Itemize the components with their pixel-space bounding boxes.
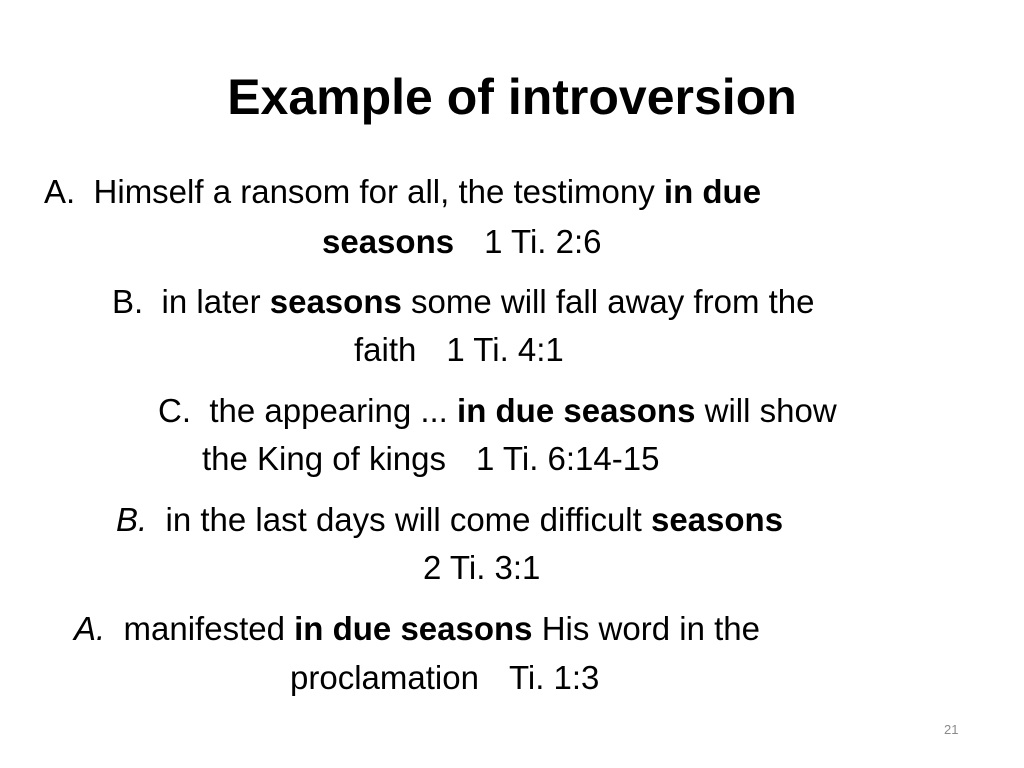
item-a2-line [74, 609, 760, 649]
item-b2-continuation [423, 548, 540, 588]
item-c-reference: 1 Ti. 6:14-15 [476, 440, 660, 477]
item-a2-text-3: proclamation [290, 659, 479, 696]
item-b1-line [112, 282, 814, 322]
item-a1-text: Himself a ransom for all, the testimony [93, 173, 664, 210]
item-c-bold: in due seasons [457, 392, 696, 429]
item-b1-reference: 1 Ti. 4:1 [446, 331, 564, 368]
item-b1-text-3: faith [354, 331, 417, 368]
item-a1-continuation [322, 222, 602, 262]
item-a1-bold: in due [663, 173, 762, 210]
item-b2-line [116, 500, 783, 540]
item-c-text-3: the King of kings [202, 440, 446, 477]
item-a2-continuation [290, 658, 599, 698]
item-b2-reference: 2 Ti. 3:1 [423, 549, 541, 586]
item-b1-continuation [354, 330, 564, 370]
item-a2-text: manifested [123, 610, 295, 647]
item-a2-bold: in due seasons [294, 610, 533, 647]
item-a1-marker: A. [44, 173, 76, 210]
item-a1-bold-2: seasons [322, 223, 455, 260]
item-a2-reference: Ti. 1:3 [508, 659, 600, 696]
item-b1-text: in later [161, 283, 270, 320]
item-c-text-2: will show [695, 392, 837, 429]
item-c-text: the appearing ... [209, 392, 458, 429]
item-b1-text-2: some will fall away from the [401, 283, 815, 320]
slide-title: Example of introversion [227, 69, 797, 125]
item-c-continuation [202, 439, 659, 479]
item-b1-marker: B. [112, 283, 144, 320]
item-b2-bold: seasons [650, 501, 784, 538]
slide-number: 21 [944, 722, 959, 737]
item-b2-text: in the last days will come difficult [165, 501, 651, 538]
item-c-line [158, 391, 837, 431]
item-a2-marker: A. [74, 610, 106, 647]
item-c-marker: C. [158, 392, 191, 429]
item-a2-text-2: His word in the [532, 610, 760, 647]
item-b1-bold: seasons [269, 283, 402, 320]
item-b2-marker: B. [116, 501, 148, 538]
item-a1-reference: 1 Ti. 2:6 [484, 223, 602, 260]
item-a1-line [44, 172, 761, 212]
